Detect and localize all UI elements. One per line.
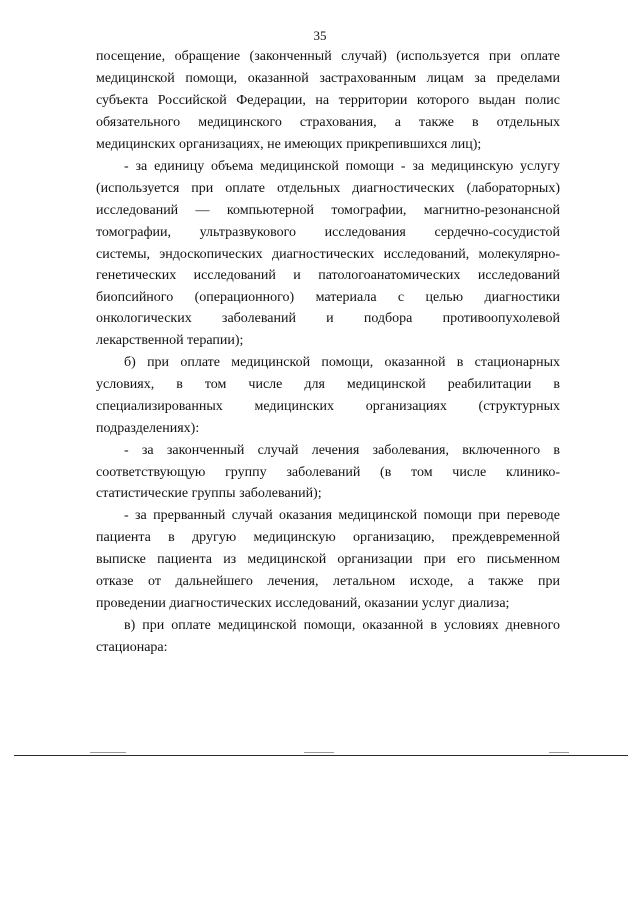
text-line: выписке пациента из медицинской организации при его письменном <box>96 552 560 567</box>
text-line: б) при оплате медицинской помощи, оказанной в стационарных <box>124 355 560 370</box>
text-line: условиях, в том числе для медицинской реабилитации в <box>96 377 560 392</box>
text-line: отказе от дальнейшего лечения, летальном исходе, а также при <box>96 574 560 589</box>
text-line: онкологических заболеваний и подбора противоопухолевой <box>96 311 560 326</box>
text-line: пациента в другую медицинскую организацию, преждевременной <box>96 530 560 545</box>
text-line: лекарственной терапии); <box>96 333 244 348</box>
text-line: - за прерванный случай оказания медицинской помощи при переводе <box>124 508 560 523</box>
text-line: биопсийного (операционного) материала с целью диагностики <box>96 290 560 305</box>
rule-smudge <box>90 752 126 753</box>
rule-smudge <box>549 752 569 753</box>
text-line: подразделениях): <box>96 421 200 436</box>
text-line: проведении диагностических исследований, оказании услуг диализа; <box>96 596 510 611</box>
text-line: специализированных медицинских организациях (структурных <box>96 399 560 414</box>
text-line: исследований — компьютерной томографии, магнитно-резонансной <box>96 203 560 218</box>
text-line: - за законченный случай лечения заболевания, включенного в <box>124 443 560 458</box>
text-line: субъекта Российской Федерации, на территории которого выдан полис <box>96 93 560 108</box>
text-line: в) при оплате медицинской помощи, оказанной в условиях дневного <box>124 618 560 633</box>
text-line: соответствующую группу заболеваний (в том числе клинико- <box>96 465 560 480</box>
page-number: 35 <box>313 28 327 43</box>
text-line: томографии, ультразвукового исследования сердечно-сосудистой <box>96 225 560 240</box>
text-line: стационара: <box>96 640 168 655</box>
rule-smudge <box>304 752 334 753</box>
page-bottom-rule <box>14 755 628 756</box>
text-line: медицинских организациях, не имеющих прикрепившихся лиц); <box>96 137 482 152</box>
text-line: статистические группы заболеваний); <box>96 486 322 501</box>
text-line: медицинской помощи, оказанной застрахованным лицам за пределами <box>96 71 560 86</box>
text-line: обязательного медицинского страхования, а также в отдельных <box>96 115 560 130</box>
text-line: генетических исследований и патологоанатомических исследований <box>96 268 560 283</box>
text-line: посещение, обращение (законченный случай) (используется при оплате <box>96 49 560 64</box>
text-line: (используется при оплате отдельных диагностических (лабораторных) <box>96 181 560 196</box>
text-line: - за единицу объема медицинской помощи - за медицинскую услугу <box>124 159 560 174</box>
text-line: системы, эндоскопических диагностических исследований, молекулярно- <box>96 247 560 262</box>
